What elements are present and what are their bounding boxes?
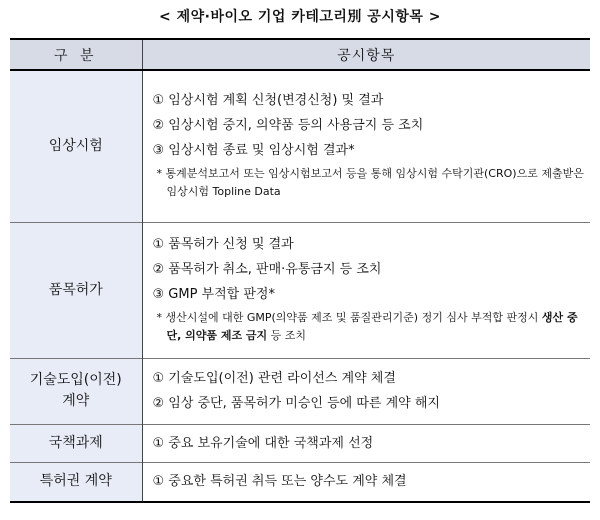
table-row-patent-contract — [10, 462, 590, 502]
list-item: ② 임상시험 중지, 의약품 등의 사용금지 등 조치 — [152, 117, 424, 133]
footnote-clinical-trial: * 통계분석보고서 또는 임상시험보고서 등을 통해 임상시험 수탁기관(CRO)으로 제출받은 임상시험 Topline Data — [156, 166, 584, 198]
footnote-text: * 생산시설에 대한 GMP(의약품 제조 및 품질관리기준) 정기 심사 부적합 판정시 — [156, 310, 542, 324]
list-item: ① 품목허가 신청 및 결과 — [152, 236, 294, 252]
table-header-row — [10, 39, 590, 70]
items-national-project — [142, 424, 590, 462]
list-item: ③ 임상시험 종료 및 임상시험 결과* — [152, 142, 355, 158]
table-row-tech-transfer — [10, 358, 590, 424]
footnote-emphasis: 생산 중단, 의약품 제조 금지 — [166, 310, 578, 342]
list-item: ① 임상시험 계획 신청(변경신청) 및 결과 — [152, 92, 384, 108]
table-row-national-project — [10, 424, 590, 462]
items-product-approval — [142, 222, 590, 358]
list-item: ① 기술도입(이전) 관련 라이선스 계약 체결 — [152, 371, 396, 386]
list-item: ③ GMP 부적합 판정* — [152, 286, 275, 302]
table-row-product-approval — [10, 222, 590, 358]
footnote-product-approval — [153, 309, 585, 345]
disclosure-table — [10, 38, 590, 503]
category-product-approval: 품목허가 — [10, 222, 142, 358]
category-line: 기술도입(이전) — [29, 372, 122, 388]
table-row-clinical-trial — [10, 70, 590, 222]
list-item: ① 중요 보유기술에 대한 국책과제 선정 — [152, 435, 374, 451]
category-clinical-trial: 임상시험 — [10, 70, 142, 222]
category-patent-contract: 특허권 계약 — [10, 462, 142, 502]
list-item: ① 중요한 특허권 취득 또는 양수도 계약 체결 — [152, 474, 407, 490]
category-tech-transfer — [10, 358, 142, 424]
page-title: < 제약·바이오 기업 카테고리別 공시항목 > — [158, 9, 441, 25]
category-line: 계약 — [62, 393, 90, 409]
items-patent-contract — [142, 462, 590, 502]
header-disclosure-items: 공시항목 — [142, 39, 590, 70]
items-tech-transfer — [142, 358, 590, 424]
items-clinical-trial — [142, 70, 590, 222]
list-item: ② 품목허가 취소, 판매·유통금지 등 조치 — [152, 261, 382, 277]
header-category: 구 분 — [10, 39, 142, 70]
footnote-text-end: 등 조치 — [267, 328, 307, 342]
list-item: ② 임상 중단, 품목허가 미승인 등에 따른 계약 해지 — [152, 396, 440, 411]
category-national-project: 국책과제 — [10, 424, 142, 462]
